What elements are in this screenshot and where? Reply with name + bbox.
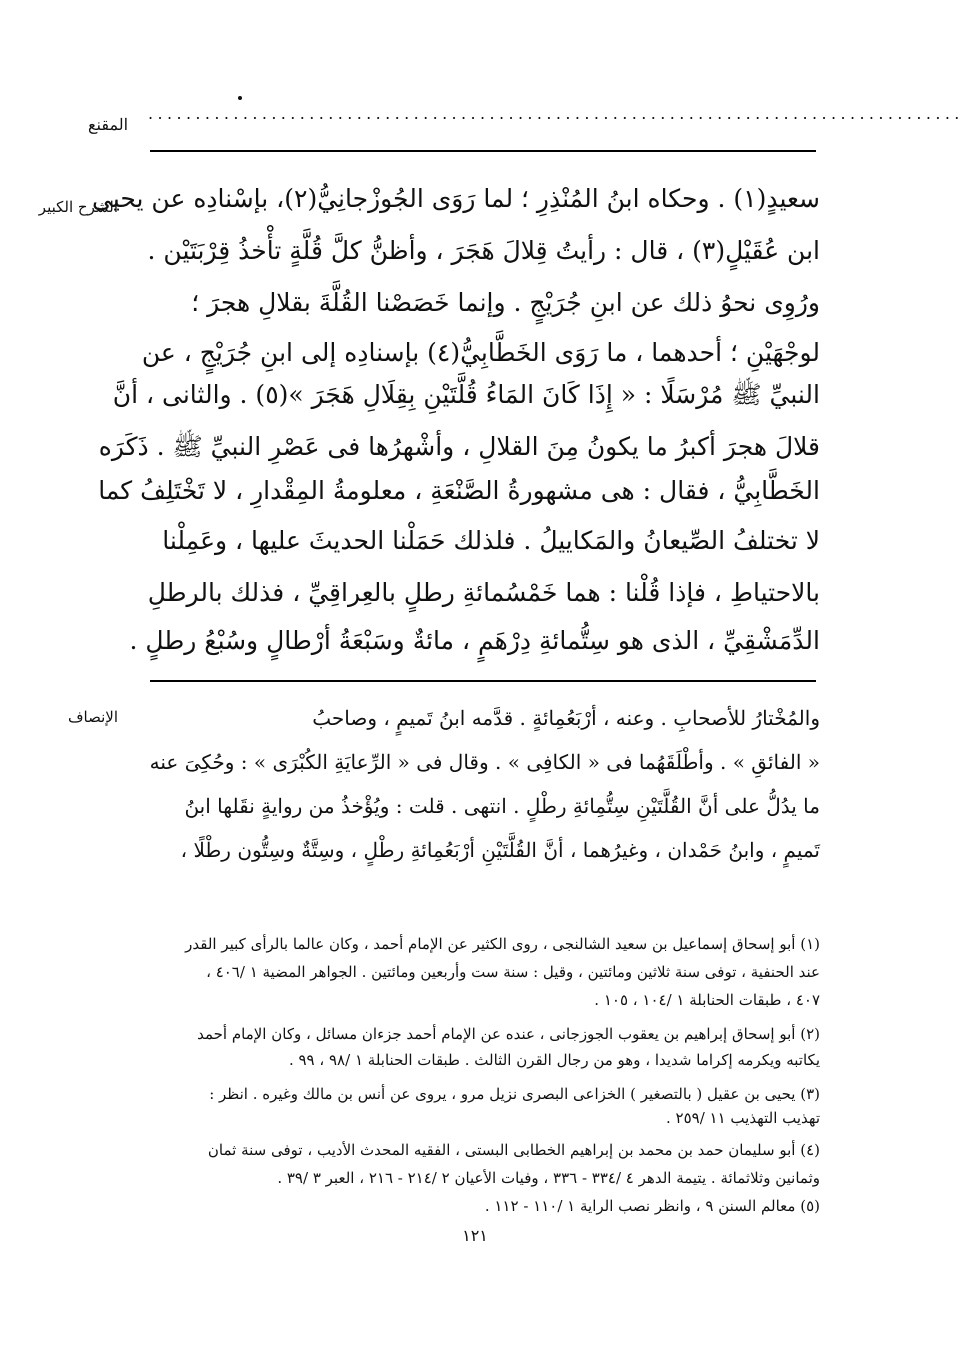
main-text-line: الخَطَّابِيُّ ، فقال : هى مشهورةُ الصَّنْعَةِ ، معلومةُ المِقْدارِ ، لا تَخْتَلِفُ كما: [98, 476, 820, 505]
footnote-line: (٣) يحيى بن عقيل ( بالتصغير ) الخزاعى البصرى نزيل مرو ، يروى عن أنس بن مالك وغيره . انظر :: [209, 1085, 820, 1103]
main-text-line: قلالَ هجرَ أكبرُ ما يكونُ مِنَ القلالِ ، وأشْهرُها فى عَصْرِ النبيِّ ﷺ . ذَكَرَه: [98, 432, 820, 461]
footnote-line: (٥) معالم السنن ٩ ، وانظر نصب الراية ١ /١١٠ - ١١٢ .: [484, 1197, 820, 1215]
footnote-line: وثمانين وثلاثمائة . يتيمة الدهر ٤ /٣٣٤ - ٣٣٦ ، وفيات الأعيان ٢ /٢١٤ - ٢١٦ ، العبر ٣ /٣٩ .: [277, 1169, 820, 1187]
main-text-line: ابن عُقَيْلٍ(٣) ، قال : رأيتُ قِلالَ هَجَرَ ، وأظنُّ كلَّ قُلَّةٍ تأْخذُ قِرْبَتَيْن .: [147, 236, 820, 265]
footnote-line: ٤٠٧ ، طبقات الحنابلة ١ /١٠٤ ، ١٠٥ .: [594, 991, 820, 1009]
footnote-line: يكاتبه ويكرمه إكراما شديدا ، وهو من رجال القرن الثالث . طبقات الحنابلة ١ /٩٨ ، ٩٩ .: [288, 1051, 820, 1069]
running-head: المقنع: [88, 115, 129, 134]
footnote-line: عند الحنفية ، توفى سنة ثلاثين ومائتين ، وقيل : سنة ست وأربعين ومائتين . الجواهر المضية ١ /٤٠٦ ،: [206, 963, 820, 981]
insaf-text-line: « الفائقِ » . وأطْلَقَهُما فى « الكافِى » . وقال فى « الرِّعايَةِ الكُبْرَى » : وحُكِىَ عنه: [149, 750, 820, 774]
page-number: ١٢١: [462, 1226, 488, 1245]
main-text-line: ورُوِى نحوُ ذلك عن ابنِ جُرَيْجٍ . وإنما خَصَصْنا القُلَّةَ بقلالِ هجرَ ؛: [191, 288, 820, 317]
insaf-text-line: ما يدُلُّ على أنَّ القُلَّتَيْنِ سِتُّمِائةِ رطْلٍ . انتهى . قلت : ويُؤْخذُ من روايةٍ نقَلها ابنُ: [184, 794, 820, 818]
top-rule: [150, 150, 816, 152]
section-divider-rule: [150, 680, 816, 682]
footnote-line: (١) أبو إسحاق إسماعيل بن سعيد الشالنجى ، روى الكثير عن الإمام أحمد ، وكان عالما بالرأى كبير القدر: [185, 935, 820, 953]
main-text-line: لوجْهَيْنِ ؛ أحدهما ، ما رَوَى الخَطَّابِيُّ(٤) بإسنادِه إلى ابنِ جُرَيْجٍ ، عن: [141, 338, 820, 367]
main-text-line: الدِّمَشْقِيِّ ، الذى هو سِتُّمائةِ دِرْهَمٍ ، مائةٌ وسَبْعَةُ أرْطالٍ وسُبْعُ رطلٍ .: [129, 626, 820, 655]
insaf-text-line: والمُخْتارُ للأصحابِ . وعنه ، أرْبَعُمِائةٍ . قدَّمه ابنُ تَميمٍ ، وصاحبُ: [312, 706, 820, 730]
leader-dots: ......................................................................................: [148, 104, 964, 123]
footnote-line: (٢) أبو إسحاق إبراهيم بن يعقوب الجوزجانى ، عنده عن الإمام أحمد جزءان مسائل ، وكان الإمام أحمد: [197, 1025, 820, 1043]
side-label-insaf: الإنصاف: [67, 708, 118, 726]
main-text-line: سعيدٍ(١) . وحكاه ابنُ المُنْذِرِ ؛ لما رَوَى الجُوزْجانِيُّ(٢)، بإسْنادِه عن يحيى: [92, 184, 820, 213]
main-text-line: لا تختلفُ الصِّيعانُ والمَكاييلُ . فلذلك حَمَلْنا الحديثَ عليها ، وعَمِلْنا: [162, 526, 820, 555]
main-text-line: النبيِّ ﷺ مُرْسَلًا : « إِذَا كَانَ المَاءُ قُلَّتَيْنِ بِقِلَالِ هَجَرَ »(٥) . والثانى ، أنَّ: [112, 380, 820, 409]
footnote-line: تهذيب التهذيب ١١ /٢٥٩ .: [665, 1109, 820, 1127]
main-text-line: بالاحتياطِ ، فإذا قُلْنا : هما خَمْسُمائةِ رطلٍ بالعِراقِيِّ ، فذلك بالرطلِ: [147, 578, 820, 607]
footnote-line: (٤) أبو سليمان حمد بن محمد بن إبراهيم الخطابى البستى ، الفقيه المحدث الأديب ، توفى سنة ثمان: [207, 1141, 820, 1159]
insaf-text-line: تَميمٍ ، وابنُ حَمْدان ، وغيرُهما ، أنَّ القُلَّتَيْنِ أرْبَعُمِائةِ رطْلٍ ، وسِتَّةٌ وسِتُّون رطْلًا ،: [180, 838, 820, 862]
stray-dot-mark: [238, 96, 242, 100]
side-label-sharh: الشرح الكبير: [38, 198, 118, 216]
